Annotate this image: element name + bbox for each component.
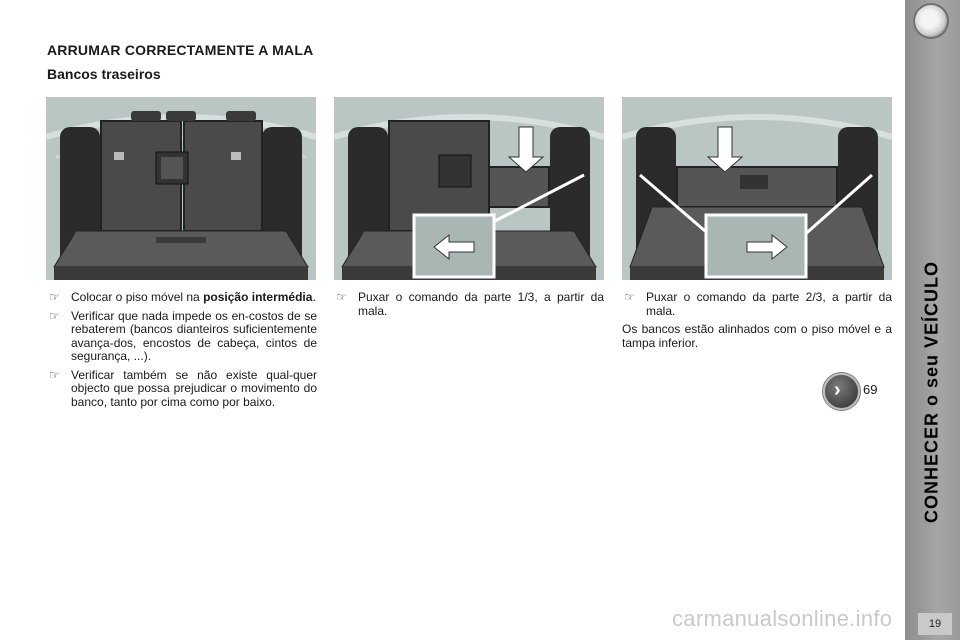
list-item: ☞ Puxar o comando da parte 1/3, a partir da mala. <box>336 290 604 318</box>
sidebar <box>905 0 960 640</box>
pointing-hand-icon: ☞ <box>49 367 60 382</box>
photo-seats-upright <box>46 97 316 280</box>
reference-page-number: 69 <box>863 382 878 397</box>
page-title: ARRUMAR CORRECTAMENTE A MALA <box>47 42 314 58</box>
photo-seat-two-thirds-folded <box>622 97 892 280</box>
column-right <box>622 291 892 350</box>
list-item: ☞ Colocar o piso móvel na posição intermédia. <box>49 290 316 304</box>
list-item: ☞ Verificar que nada impede os en-costos de se rebaterem (bancos dianteiros suficientemente avança-dos, encostos de cabeça, cintos de segurança, ...). <box>49 308 317 363</box>
section-subtitle: Bancos traseiros <box>47 66 161 82</box>
chevron-right-icon: › <box>823 373 860 410</box>
circle-logo-icon <box>913 3 949 39</box>
paragraph: Os bancos estão alinhados com o piso móvel e a tampa inferior. <box>622 322 892 350</box>
pointing-hand-icon: ☞ <box>49 308 60 323</box>
page-reference[interactable] <box>823 373 893 409</box>
pointing-hand-icon: ☞ <box>336 290 347 304</box>
column-middle <box>334 291 604 323</box>
column-left <box>47 291 317 414</box>
page-number: 19 <box>918 613 952 635</box>
section-title-vertical: CONHECER o seu VEÍCULO <box>921 260 942 524</box>
list-item: ☞ Puxar o comando da parte 2/3, a partir da mala. <box>624 290 892 318</box>
pointing-hand-icon: ☞ <box>49 290 60 304</box>
list-item: ☞ Verificar também se não existe qual-quer objecto que possa prejudicar o movimento do banco, tanto por cima como por baixo. <box>49 367 317 409</box>
watermark: carmanualsonline.info <box>672 606 893 631</box>
photo-seat-one-third-folded <box>334 97 604 280</box>
pointing-hand-icon: ☞ <box>624 290 635 304</box>
